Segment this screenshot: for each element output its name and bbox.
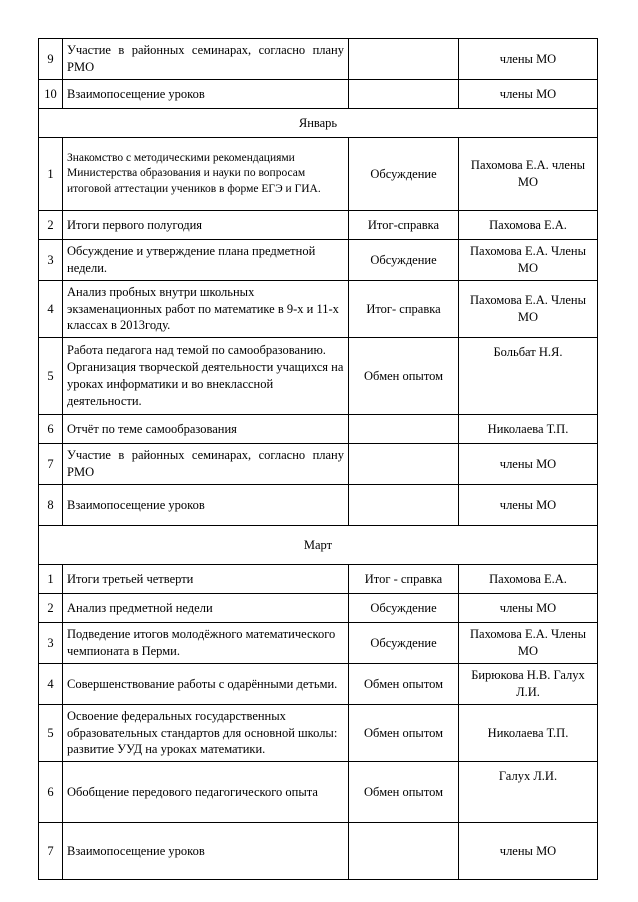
table-row — [39, 240, 598, 281]
row-topic: Взаимопосещение уроков — [63, 823, 349, 880]
row-form — [349, 485, 459, 526]
row-number: 7 — [39, 823, 63, 880]
row-topic: Взаимопосещение уроков — [63, 80, 349, 109]
row-topic: Работа педагога над темой по самообразованию. Организация творческой деятельности учащихся на уроках информатики и во внеклассной деятельности. — [63, 338, 349, 415]
row-form: Обмен опытом — [349, 338, 459, 415]
table-row — [39, 138, 598, 211]
month-label: Январь — [39, 109, 598, 138]
row-number: 1 — [39, 565, 63, 594]
row-form — [349, 823, 459, 880]
row-responsible: члены МО — [459, 80, 598, 109]
table-row — [39, 415, 598, 444]
row-responsible: Галух Л.И. — [459, 762, 598, 823]
row-form — [349, 444, 459, 485]
row-number: 2 — [39, 594, 63, 623]
row-responsible: члены МО — [459, 444, 598, 485]
row-topic: Анализ пробных внутри школьных экзаменационных работ по математике в 9-х и 11-х классах в 2013году. — [63, 281, 349, 338]
row-number: 6 — [39, 415, 63, 444]
row-topic: Обсуждение и утверждение плана предметной недели. — [63, 240, 349, 281]
row-number: 8 — [39, 485, 63, 526]
table-row — [39, 211, 598, 240]
row-form: Обмен опытом — [349, 705, 459, 762]
row-responsible: члены МО — [459, 39, 598, 80]
row-responsible: Пахомова Е.А. члены МО — [459, 138, 598, 211]
row-topic: Освоение федеральных государственных образовательных стандартов для основной школы: развитие УУД на уроках математики. — [63, 705, 349, 762]
row-form: Итог- справка — [349, 281, 459, 338]
row-responsible: Пахомова Е.А. — [459, 211, 598, 240]
table-row — [39, 281, 598, 338]
row-topic: Итоги первого полугодия — [63, 211, 349, 240]
row-responsible: Николаева Т.П. — [459, 705, 598, 762]
table-row — [39, 823, 598, 880]
table-row — [39, 485, 598, 526]
row-number: 5 — [39, 338, 63, 415]
row-topic: Анализ предметной недели — [63, 594, 349, 623]
month-header-row — [39, 109, 598, 138]
row-form: Обсуждение — [349, 138, 459, 211]
row-responsible: Пахомова Е.А. — [459, 565, 598, 594]
row-form: Обмен опытом — [349, 664, 459, 705]
row-responsible: Больбат Н.Я. — [459, 338, 598, 415]
row-number: 1 — [39, 138, 63, 211]
row-number: 2 — [39, 211, 63, 240]
row-topic: Взаимопосещение уроков — [63, 485, 349, 526]
row-responsible: Николаева Т.П. — [459, 415, 598, 444]
row-number: 4 — [39, 281, 63, 338]
row-form: Обсуждение — [349, 240, 459, 281]
row-form: Итог - справка — [349, 565, 459, 594]
row-topic: Участие в районных семинарах, согласно плану РМО — [63, 444, 349, 485]
row-topic: Итоги третьей четверти — [63, 565, 349, 594]
table-row — [39, 80, 598, 109]
row-responsible: Пахомова Е.А. Члены МО — [459, 240, 598, 281]
row-topic: Обобщение передового педагогического опыта — [63, 762, 349, 823]
row-number: 10 — [39, 80, 63, 109]
month-label: Март — [39, 526, 598, 565]
table-row — [39, 594, 598, 623]
row-responsible: члены МО — [459, 823, 598, 880]
table-row — [39, 444, 598, 485]
row-number: 3 — [39, 623, 63, 664]
row-form — [349, 80, 459, 109]
row-form: Обсуждение — [349, 623, 459, 664]
row-responsible: Пахомова Е.А. Члены МО — [459, 281, 598, 338]
row-form — [349, 415, 459, 444]
row-form: Обмен опытом — [349, 762, 459, 823]
row-number: 4 — [39, 664, 63, 705]
table-row — [39, 338, 598, 415]
row-number: 3 — [39, 240, 63, 281]
row-topic: Подведение итогов молодёжного математического чемпионата в Перми. — [63, 623, 349, 664]
table-row — [39, 565, 598, 594]
row-responsible: Пахомова Е.А. Члены МО — [459, 623, 598, 664]
month-header-row — [39, 526, 598, 565]
row-topic: Знакомство с методическими рекомендациями Министерства образования и науки по вопросам итоговой аттестации учеников в форме ЕГЭ и ГИА. — [63, 138, 349, 211]
row-responsible: Бирюкова Н.В. Галух Л.И. — [459, 664, 598, 705]
table-row — [39, 664, 598, 705]
table-row — [39, 623, 598, 664]
row-form — [349, 39, 459, 80]
row-responsible: члены МО — [459, 485, 598, 526]
table-row — [39, 39, 598, 80]
row-responsible: члены МО — [459, 594, 598, 623]
work-plan-body — [39, 39, 598, 880]
row-topic: Совершенствование работы с одарёнными детьми. — [63, 664, 349, 705]
row-form: Итог-справка — [349, 211, 459, 240]
table-row — [39, 762, 598, 823]
row-number: 7 — [39, 444, 63, 485]
row-topic: Отчёт по теме самообразования — [63, 415, 349, 444]
table-row — [39, 705, 598, 762]
row-number: 5 — [39, 705, 63, 762]
work-plan-table — [38, 38, 598, 880]
row-form: Обсуждение — [349, 594, 459, 623]
row-topic: Участие в районных семинарах, согласно плану РМО — [63, 39, 349, 80]
row-number: 9 — [39, 39, 63, 80]
row-number: 6 — [39, 762, 63, 823]
